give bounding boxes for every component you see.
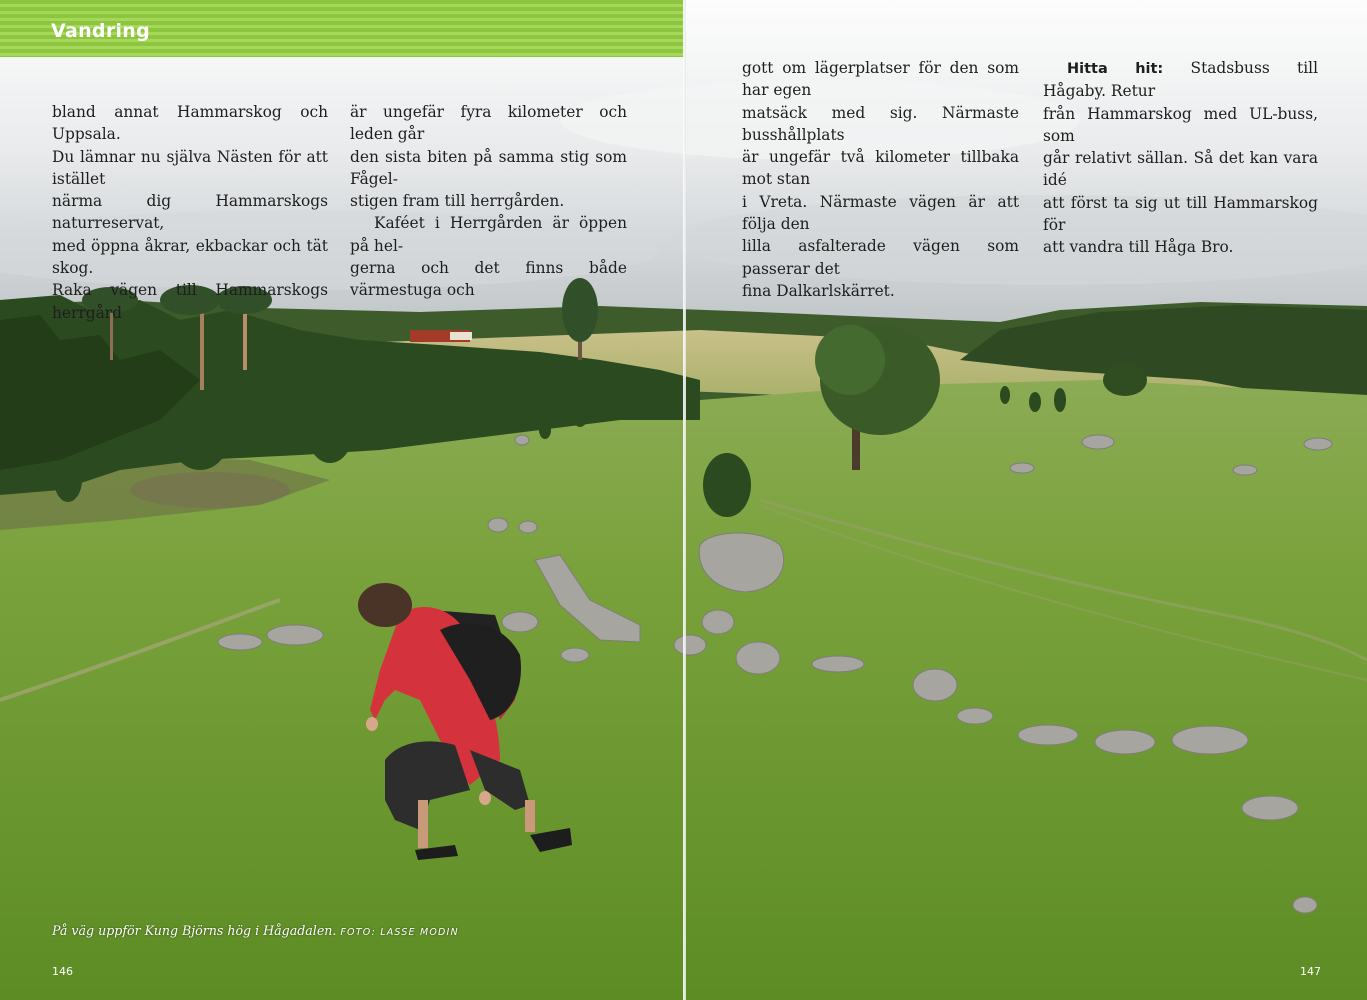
photo-caption: [52, 923, 459, 938]
section-title: Vandring: [51, 20, 151, 42]
directions-text: Stadsbuss till Hågaby. Retur från Hammarskog med UL-buss, som går relativt sällan. Så det kan vara idé att först ta sig ut till Hammarskog för att vandra till Håga Bro.: [1043, 59, 1318, 257]
page-number-right: 147: [1300, 965, 1321, 978]
text-column-2: [350, 101, 627, 302]
text-column-4: [1043, 57, 1318, 259]
page-gutter: [683, 0, 686, 1000]
directions-label: Hitta hit:: [1067, 61, 1164, 77]
text-column-1: [52, 101, 328, 324]
text-column-3: [742, 57, 1019, 302]
page-number-left: 146: [52, 965, 73, 978]
paragraph: [1043, 57, 1318, 259]
paragraph: bland annat Hammarskog och Uppsala. Du lämnar nu själva Nästen för att istället närma dig Hammarskogs naturreservat, med öppna åkrar, ekbackar och tät skog. Raka vägen till Hammarskogs herrgård: [52, 103, 328, 322]
paragraph: Kaféet i Herrgården är öppen på hel- gerna och det finns både värmestuga och: [350, 214, 627, 300]
caption-text: På väg uppför Kung Björns hög i Hågadalen.: [52, 923, 337, 938]
paragraph: gott om lägerplatser för den som har egen matsäck med sig. Närmaste busshållplats är ungefär två kilometer tillbaka mot stan i Vreta. Närmaste vägen är att följa den lilla asfalterade vägen som passerar det fina Dalkarlskärret.: [742, 59, 1019, 300]
paragraph: är ungefär fyra kilometer och leden går den sista biten på samma stig som Fågel- stigen fram till herrgården.: [350, 103, 627, 211]
photo-credit: FOTO: LASSE MODIN: [340, 927, 459, 938]
